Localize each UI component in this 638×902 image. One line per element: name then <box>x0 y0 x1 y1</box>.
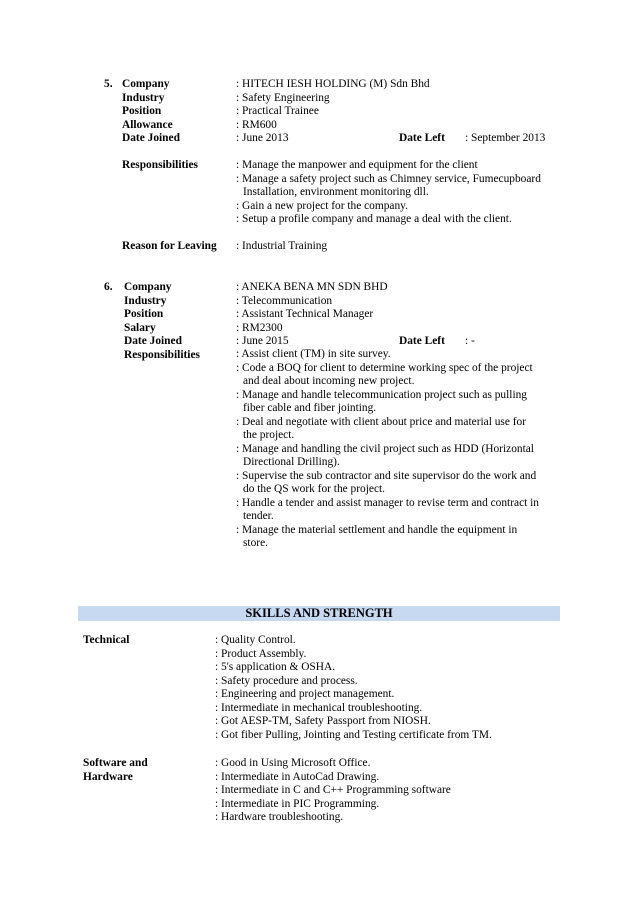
job5-responsibility: : Manage a safety project such as Chimney service, Fumecupboard <box>236 172 541 185</box>
job6-label-company: Company <box>124 281 172 293</box>
job6-responsibility: : Manage and handle telecommunication project such as pulling <box>236 388 528 401</box>
job5-value-company: : HITECH IESH HOLDING (M) Sdn Bhd <box>236 78 430 90</box>
job6-value-salary: : RM2300 <box>236 321 283 334</box>
job6-date-left-value: : - <box>465 335 475 347</box>
software-label-line2: Hardware <box>83 770 133 783</box>
job5-label-company: Company <box>122 78 170 90</box>
technical-skill: : Engineering and project management. <box>215 688 395 700</box>
software-skills <box>215 757 451 825</box>
job6-value-date-joined: : June 2015 <box>236 335 289 347</box>
job5-label-date-joined: Date Joined <box>122 132 180 144</box>
job5-reason-value: : Industrial Training <box>236 240 328 252</box>
software-skill: : Good in Using Microsoft Office. <box>215 757 371 769</box>
job5-responsibility: : Setup a profile company and manage a deal with the client. <box>236 213 512 225</box>
job6-responsibility: do the QS work for the project. <box>243 483 386 495</box>
technical-skill: : Got AESP-TM, Safety Passport from NIOSH. <box>215 715 431 727</box>
skills-section-title: SKILLS AND STRENGTH <box>245 606 393 620</box>
job5-responsibility: Installation, environment monitoring dll. <box>243 186 429 198</box>
job6-responsibility: Directional Drilling). <box>243 456 340 468</box>
software-skill: : Intermediate in AutoCad Drawing. <box>215 770 380 783</box>
job5-reason-label: Reason for Leaving <box>122 240 217 252</box>
technical-skill: : Quality Control. <box>215 634 296 646</box>
software-hardware-label <box>83 757 148 784</box>
job6-responsibility: fiber cable and fiber jointing. <box>243 402 377 414</box>
job6-value-position: : Assistant Technical Manager <box>236 308 374 320</box>
job6-responsibility: : Handle a tender and assist manager to revise term and contract in <box>236 496 540 509</box>
job5-label-allowance: Allowance <box>122 118 173 131</box>
job6-labels <box>124 281 200 362</box>
job5-value-industry: : Safety Engineering <box>236 91 330 104</box>
job6-responsibility: store. <box>243 537 268 549</box>
technical-skill: : Product Assembly. <box>215 647 307 660</box>
job5-label-position: Position <box>122 105 162 117</box>
job6-label-date-joined: Date Joined <box>124 335 182 347</box>
job6-responsibility: : Manage and handling the civil project such as HDD (Horizontal <box>236 442 534 455</box>
job5-value-date-joined: : June 2013 <box>236 132 289 144</box>
software-skill: : Intermediate in PIC Programming. <box>215 797 380 810</box>
job6-label-position: Position <box>124 308 164 320</box>
job6-date-left-label: Date Left <box>399 335 445 347</box>
job6-responsibility: the project. <box>243 429 295 441</box>
job6-value-company: : ANEKA BENA MN SDN BHD <box>236 281 388 293</box>
job5-responsibilities-label: Responsibilities <box>122 159 198 171</box>
technical-label: Technical <box>83 634 130 646</box>
job5-date-left-value: : September 2013 <box>465 132 546 144</box>
software-skill: : Intermediate in C and C++ Programming software <box>215 784 451 796</box>
technical-skills <box>215 634 492 742</box>
job6-responsibilities <box>236 348 539 551</box>
job6-responsibility: and deal about incoming new project. <box>243 375 415 387</box>
software-skill: : Hardware troubleshooting. <box>215 811 344 823</box>
job6-label-industry: Industry <box>124 294 167 307</box>
job6-responsibility: : Deal and negotiate with client about price and material use for <box>236 415 527 428</box>
job5-label-industry: Industry <box>122 91 165 104</box>
technical-skill: : Intermediate in mechanical troubleshooting. <box>215 701 423 714</box>
job6-responsibility: tender. <box>243 510 274 522</box>
job6-value-industry: : Telecommunication <box>236 294 333 307</box>
job6-responsibility: : Manage the material settlement and handle the equipment in <box>236 523 518 536</box>
job5-responsibility: : Manage the manpower and equipment for the client <box>236 159 478 171</box>
job5-labels <box>122 78 180 146</box>
job6-label-salary: Salary <box>124 321 156 334</box>
software-label-line1: Software and <box>83 757 148 769</box>
job6-responsibility: : Assist client (TM) in site survey. <box>236 348 391 360</box>
technical-skill: : Got fiber Pulling, Jointing and Testing certificate from TM. <box>215 728 492 741</box>
job5-value-allowance: : RM600 <box>236 118 277 131</box>
job5-number: 5. <box>104 78 113 90</box>
job6-responsibility: : Code a BOQ for client to determine working spec of the project <box>236 361 533 374</box>
job6-number: 6. <box>104 281 113 293</box>
job5-responsibilities <box>236 159 541 227</box>
job6-values <box>236 281 388 349</box>
job6-label-responsibilities: Responsibilities <box>124 348 200 361</box>
technical-skill: : 5's application & OSHA. <box>215 661 336 673</box>
job5-value-position: : Practical Trainee <box>236 105 319 117</box>
job5-date-left-label: Date Left <box>399 132 445 144</box>
job5-responsibility: : Gain a new project for the company. <box>236 199 408 212</box>
job6-responsibility: : Supervise the sub contractor and site supervisor do the work and <box>236 469 537 482</box>
technical-skill: : Safety procedure and process. <box>215 674 358 687</box>
